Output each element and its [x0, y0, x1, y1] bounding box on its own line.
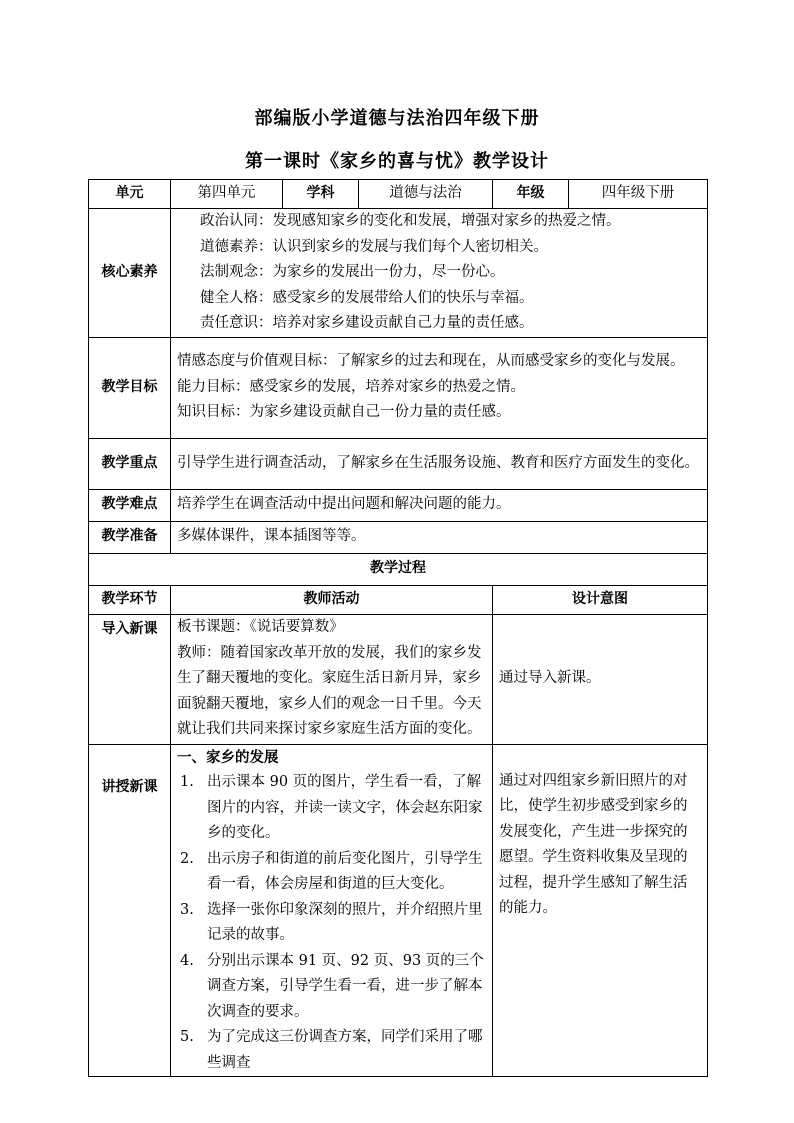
- core-line: 道德素养：认识到家乡的发展与我们每个人密切相关。: [200, 238, 548, 255]
- keypoint-text: 引导学生进行调查活动，了解家乡在生活服务设施、教育和医疗方面发生的变化。: [171, 438, 708, 489]
- core-literacy-label: 核心素养: [89, 209, 171, 338]
- intro-intent: 通过导入新课。: [493, 614, 708, 744]
- core-line: 政治认同：发现感知家乡的变化和发展，增强对家乡的热爱之情。: [200, 213, 621, 229]
- keypoint-label: 教学重点: [89, 438, 171, 489]
- list-number: 1.: [180, 774, 194, 790]
- list-number: 4.: [180, 952, 194, 969]
- goal-line: 能力目标：感受家乡的发展，培养对家乡的热爱之情。: [177, 378, 525, 395]
- goal-line: 情感态度与价值观目标：了解家乡的过去和现在，从而感受家乡的变化与发展。: [177, 353, 685, 370]
- list-text: 选择一张你印象深刻的照片，并介绍照片里记录的故事。: [207, 901, 483, 943]
- list-text: 为了完成这三份调查方案，同学们采用了哪些调查: [207, 1029, 483, 1071]
- list-number: 3.: [180, 901, 194, 918]
- list-item: [177, 949, 486, 1026]
- lesson-title: 第一课时《家乡的喜与忧》教学设计: [245, 151, 549, 172]
- lecture-teacher-content: [171, 744, 493, 1077]
- col-teacher-header: 教师活动: [171, 585, 493, 614]
- grade-value: 四年级下册: [569, 180, 708, 209]
- prep-text: 多媒体课件，课本插图等等。: [171, 521, 708, 553]
- list-item: [177, 847, 486, 898]
- process-title: 教学过程: [89, 553, 708, 585]
- grade-label: 年级: [493, 180, 569, 209]
- list-text: 出示课本 90 页的图片，学生看一看，了解图片的内容，并读一读文字，体会赵东阳家乡的变化。: [207, 774, 483, 841]
- section-heading: 一、家乡的发展: [177, 748, 279, 766]
- core-line: 责任意识：培养对家乡建设贡献自己力量的责任感。: [200, 315, 534, 331]
- goals-content: [171, 337, 708, 438]
- list-text: 出示房子和街道的前后变化图片，引导学生看一看，体会房屋和街道的巨大变化。: [207, 850, 483, 892]
- col-intent-header: 设计意图: [493, 585, 708, 614]
- list-item: [177, 770, 486, 847]
- difficulty-text: 培养学生在调查活动中提出问题和解决问题的能力。: [171, 489, 708, 521]
- lesson-plan-table: [88, 179, 708, 1077]
- document-title: 部编版小学道德与法治四年级下册: [254, 108, 540, 129]
- list-item: [177, 898, 486, 949]
- unit-value: 第四单元: [171, 180, 283, 209]
- intro-stage: 导入新课: [89, 614, 171, 744]
- list-item: [177, 1025, 486, 1076]
- lecture-stage: 讲授新课: [89, 744, 171, 1077]
- intro-line: 板书课题：《说话要算数》: [177, 619, 344, 636]
- intro-line: 教师：随着国家改革开放的发展，我们的家乡发生了翻天覆地的变化。家庭生活日新月异，家乡面貌翻天覆地，家乡人们的观念一日千里。今天就让我们共同来探讨家乡家庭生活方面的变化。: [177, 644, 482, 738]
- list-number: 5.: [180, 1029, 194, 1045]
- lecture-intent: 通过对四组家乡新旧照片的对比，使学生初步感受到家乡的发展变化，产生进一步探究的愿望。学生资料收集及呈现的过程，提升学生感知了解生活的能力。: [493, 744, 708, 1077]
- core-line: 健全人格：感受家乡的发展带给人们的快乐与幸福。: [200, 289, 534, 306]
- core-literacy-content: [171, 209, 708, 338]
- subject-value: 道德与法治: [359, 180, 493, 209]
- subject-label: 学科: [283, 180, 359, 209]
- intro-teacher-content: [171, 614, 493, 744]
- unit-label: 单元: [89, 180, 171, 209]
- col-stage-header: 教学环节: [89, 585, 171, 614]
- list-number: 2.: [180, 850, 194, 867]
- core-line: 法制观念：为家乡的发展出一份力，尽一份心。: [200, 264, 505, 280]
- lecture-list: [177, 770, 486, 1076]
- difficulty-label: 教学难点: [89, 489, 171, 521]
- goal-line: 知识目标：为家乡建设贡献自己一份力量的责任感。: [177, 404, 511, 421]
- goals-label: 教学目标: [89, 337, 171, 438]
- prep-label: 教学准备: [89, 521, 171, 553]
- list-text: 分别出示课本 91 页、92 页、93 页的三个调查方案，引导学生看一看，进一步了解本次调查的要求。: [207, 952, 484, 1020]
